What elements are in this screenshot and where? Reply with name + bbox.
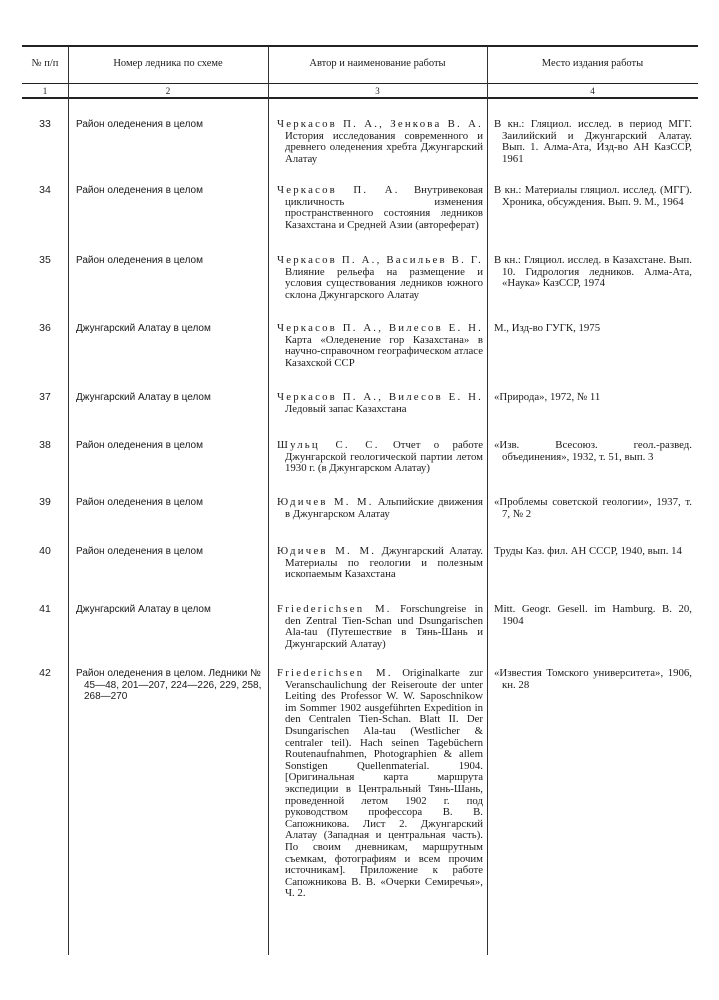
publication-place: Mitt. Geogr. Gesell. im Hamburg. B. 20, 1904	[494, 603, 692, 627]
work-title: Внутривековая цикличность изменения пространственного состояния ледников Казахстана и Средней Азии (автореферат)	[285, 184, 483, 231]
col-number-4: 4	[590, 86, 595, 96]
author-and-title	[277, 440, 483, 475]
glacier-number: Джунгарский Алатау в целом	[76, 392, 211, 403]
author-and-title	[277, 546, 483, 581]
glacier-number: Район оледенения в целом	[76, 440, 203, 451]
author-and-title	[277, 323, 483, 369]
author: Черкасов П. А., Вилесов Е. Н.	[277, 391, 483, 403]
col-number-3: 3	[375, 86, 380, 96]
author-and-title	[277, 668, 483, 900]
row-number: 40	[39, 545, 51, 557]
header-bottom-rule	[22, 97, 698, 99]
author: Юдичев М. М.	[277, 496, 374, 508]
author: Черкасов П. А., Васильев В. Г.	[277, 254, 483, 266]
column-divider	[68, 47, 69, 955]
work-title: Джунгарский Алатау. Материалы по геологии и полезным ископаемым Казахстана	[285, 545, 483, 581]
work-title: Forschungreise in den Zentral Tien-Schan und Dsungarischen Ala-tau (Путешествие в Тянь-Шань и Джунгарский Алатау)	[285, 603, 483, 650]
header-col-2: Номер ледника по схеме	[113, 58, 223, 69]
row-number: 36	[39, 322, 51, 334]
publication-place: В кн.: Гляциол. исслед. в Казахстане. Вып. 10. Гидрология ледников. Алма-Ата, «Наука» КазССР, 1974	[494, 254, 692, 290]
glacier-number: Район оледенения в целом	[76, 497, 203, 508]
header-col-1: № п/п	[31, 58, 59, 69]
row-number: 34	[39, 184, 51, 196]
header-col-4: Место издания работы	[541, 58, 644, 69]
author-and-title	[277, 392, 483, 415]
author: Шульц С. С.	[277, 439, 380, 451]
author-and-title	[277, 255, 483, 301]
work-title: Влияние рельефа на размещение и условия существования ледников южного склона Джунгарского Алатау	[285, 265, 483, 301]
glacier-number: Район оледенения в целом	[76, 546, 203, 557]
glacier-number: Район оледенения в целом. Ледники № 45—48, 201—207, 224—226, 229, 258, 268—270	[76, 668, 262, 703]
publication-place: «Проблемы советской геологии», 1937, т. 7, № 2	[494, 496, 692, 520]
work-title: Карта «Оледенение гор Казахстана» в научно-справочном географическом атласе Казахской ССР	[285, 333, 483, 369]
author-and-title	[277, 119, 483, 165]
glacier-number: Джунгарский Алатау в целом	[76, 604, 211, 615]
row-number: 37	[39, 391, 51, 403]
row-number: 38	[39, 439, 51, 451]
header-col-3: Автор и наименование работы	[309, 58, 446, 69]
table-top-rule	[22, 45, 698, 47]
author-and-title	[277, 185, 483, 231]
publication-place: «Природа», 1972, № 11	[494, 391, 601, 403]
publication-place: «Изв. Всесоюз. геол.-развед. объединения», 1932, т. 51, вып. 3	[494, 439, 692, 463]
header-rule	[22, 83, 698, 84]
glacier-number: Джунгарский Алатау в целом	[76, 323, 211, 334]
work-title: Альпийские движения в Джунгарском Алатау	[285, 496, 483, 520]
work-title: Originalkarte zur Veranschaulichung der Reiseroute der unter Leiting des Professor W. W. Saposchnikow im Sommer 1902 ausgeführten Expedition in den Centralen Tien-Schan. Blatt II. Der Dsungarischen Ala-tau (Westlicher & centraler teil). Hach seinen Tagebüchern Routenaufnahmen, Photographien & allem Sonstigen Quellenmaterial. 1904. [Оригинальная карта маршрута экспедиции в Центральный Тянь-Шань, проведенной летом 1902 г. под руководством профессора В. В. Сапожникова. Лист 2. Джунгарский Алатау (Западная и центральная часть). По своим дневникам, маршрутным съемкам, фотографиям и всем прочим источникам]. Приложение к работе Сапожникова В. В. «Очерки Семиречья», Ч. 2.	[285, 667, 484, 900]
publication-place: Труды Каз. фил. АН СССР, 1940, вып. 14	[494, 545, 682, 557]
author-and-title	[277, 604, 483, 650]
author: Friederichsen M.	[277, 603, 392, 615]
row-number: 39	[39, 496, 51, 508]
row-number: 33	[39, 118, 51, 130]
author: Черкасов П. А.	[277, 184, 400, 196]
publication-place: В кн.: Гляциол. исслед. в период МГГ. Заилийский и Джунгарский Алатау. Вып. 1. Алма-Ата, Изд-во АН КазССР, 1961	[494, 118, 692, 165]
row-number: 35	[39, 254, 51, 266]
column-divider	[487, 47, 488, 955]
work-title: История исследования современного и древнего оледенения хребта Джунгарский Алатау	[285, 129, 483, 165]
author: Черкасов П. А., Зенкова В. А.	[277, 118, 483, 130]
row-number: 41	[39, 603, 51, 615]
publication-place: «Известия Томского университета», 1906, кн. 28	[494, 667, 692, 691]
publication-place: В кн.: Материалы гляциол. исслед. (МГГ). Хроника, обсуждения. Вып. 9. М., 1964	[494, 184, 692, 208]
author: Friederichsen M.	[277, 667, 393, 679]
author: Черкасов П. А., Вилесов Е. Н.	[277, 322, 483, 334]
col-number-1: 1	[42, 86, 48, 96]
glacier-number: Район оледенения в целом	[76, 119, 203, 130]
row-number: 42	[39, 667, 51, 679]
work-title: Отчет о работе Джунгарской геологической партии летом 1930 г. (в Джунгарском Алатау)	[285, 439, 483, 475]
author-and-title	[277, 497, 483, 520]
publication-place: М., Изд-во ГУГК, 1975	[494, 322, 601, 334]
author: Юдичев М. М.	[277, 545, 377, 557]
col-number-2: 2	[165, 86, 171, 96]
glacier-number: Район оледенения в целом	[76, 255, 203, 266]
work-title: Ледовый запас Казахстана	[285, 402, 407, 415]
glacier-number: Район оледенения в целом	[76, 185, 203, 196]
